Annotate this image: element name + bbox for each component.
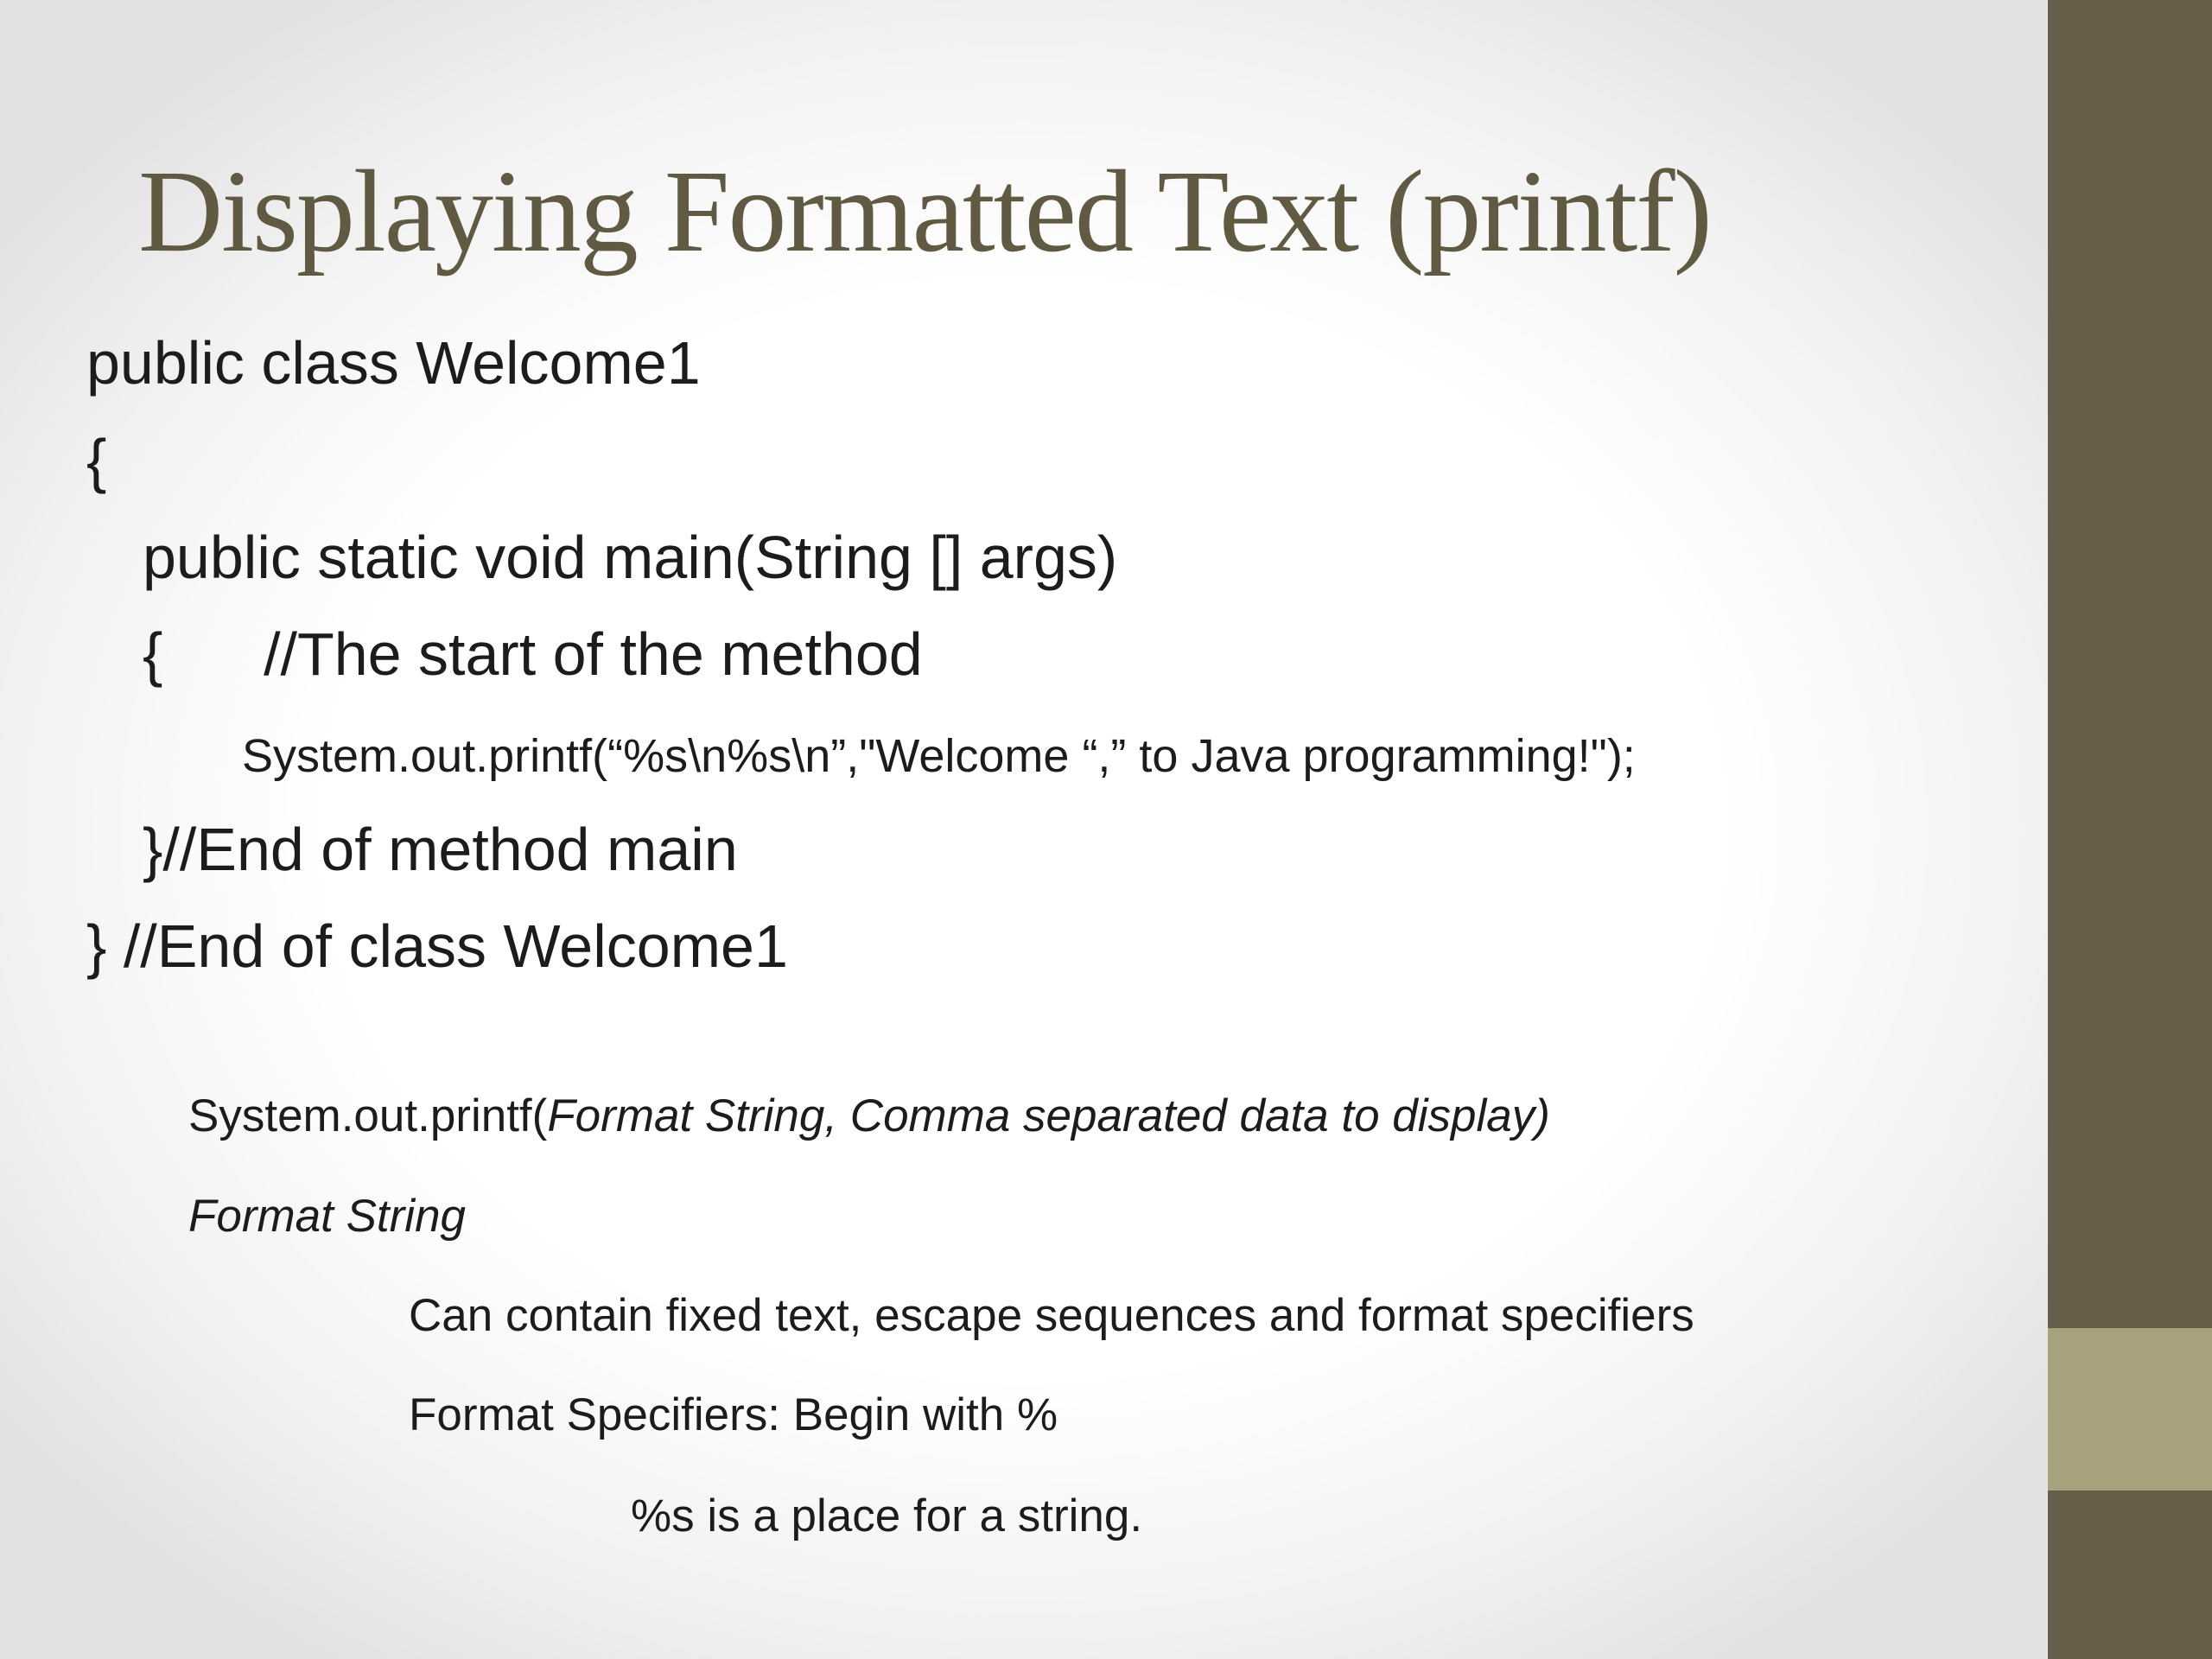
code-line-printf: System.out.printf(“%s\n%s\n”,"Welcome “,” to Java programming!");	[242, 730, 1636, 782]
slide-title: Displaying Formatted Text (printf)	[138, 147, 1711, 276]
percent-s-description: %s is a place for a string.	[631, 1491, 1143, 1541]
printf-syntax-args: Format String, Comma separated data to display)	[547, 1090, 1550, 1141]
code-line-method-open: { //The start of the method	[143, 620, 923, 688]
format-string-description: Can contain fixed text, escape sequences and format specifiers	[409, 1290, 1694, 1341]
printf-syntax-prefix: System.out.printf(	[188, 1090, 548, 1141]
code-line-class: public class Welcome1	[86, 329, 701, 397]
code-line-main: public static void main(String [] args)	[143, 524, 1118, 591]
sidebar-accent-band	[2048, 1328, 2212, 1491]
format-specifiers-description: Format Specifiers: Begin with %	[409, 1389, 1058, 1440]
code-line-class-close: } //End of class Welcome1	[86, 912, 788, 980]
format-string-heading: Format String	[188, 1191, 467, 1242]
code-line-method-close: }//End of method main	[143, 816, 738, 883]
code-line-open-brace: {	[86, 427, 107, 494]
printf-syntax	[188, 1086, 1550, 1147]
